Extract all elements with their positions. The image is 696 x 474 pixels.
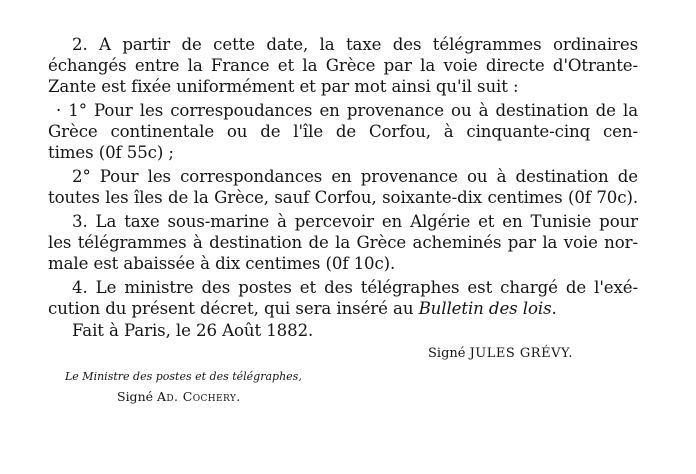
para3-line1: 3. La taxe sous-marine à percevoir en Algérie et en Tunisie pour	[72, 212, 638, 231]
para4-line2	[48, 298, 638, 320]
para4-line2-text: cution du présent décret, qui sera inséré au	[48, 299, 419, 318]
bulletin-des-lois-title: Bulletin des lois	[418, 299, 552, 318]
president-name: JULES GRÉVY.	[469, 346, 574, 361]
para3-line2: les télégrammes à destination de la Grèce acheminés par la voie nor-	[48, 233, 638, 252]
dateline: Fait à Paris, le 26 Août 1882.	[72, 321, 314, 340]
president-signature	[428, 346, 573, 361]
item2-line2: toutes les îles de la Grèce, sauf Corfou, soixante-dix centimes (0f 70c).	[48, 188, 638, 207]
president-signature-prefix: Signé	[428, 346, 470, 361]
minister-signature-prefix: Signé	[117, 389, 157, 404]
minister-title: Le Ministre des postes et des télégraphes,	[65, 370, 302, 383]
para2-line1: 2. A partir de cette date, la taxe des télégrammes ordinaires	[72, 35, 638, 54]
item1-line1: · 1° Pour les correspoudances en provenance ou à destination de la	[56, 101, 638, 120]
para3-line3: male est abaissée à dix centimes (0f 10c).	[48, 254, 396, 273]
para2-line3: Zante est fixée uniformément et par mot ainsi qu'il suit :	[48, 77, 519, 96]
para4-line2-end: .	[551, 299, 557, 318]
para4-line1: 4. Le ministre des postes et des télégraphes est chargé de l'exé-	[72, 278, 638, 297]
para2-line2: échangés entre la France et la Grèce par la voie directe d'Otrante-	[48, 56, 638, 75]
minister-name: Ad. Cochery.	[156, 389, 241, 404]
item2-line1: 2° Pour les correspondances en provenance ou à destination de	[72, 167, 638, 186]
item1-line2: Grèce continentale ou de l'île de Corfou, à cinquante-cinq cen-	[48, 122, 638, 141]
item1-line3: times (0f 55c) ;	[48, 143, 174, 162]
minister-signature	[117, 389, 241, 404]
